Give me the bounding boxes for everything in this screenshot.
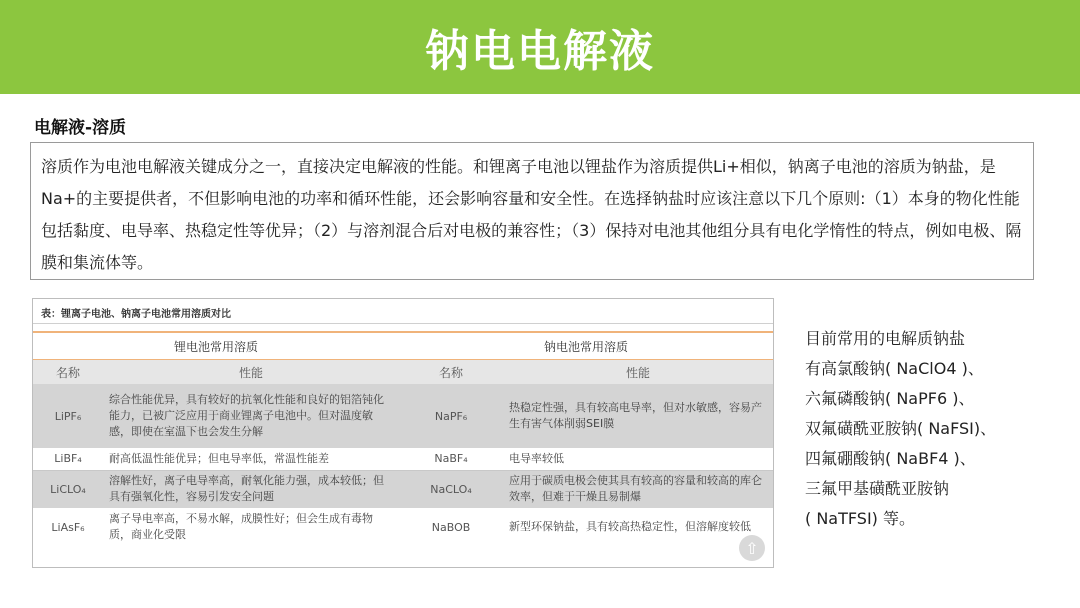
na-salt-name: NaBF₄ bbox=[399, 448, 503, 470]
caption-divider bbox=[33, 323, 773, 324]
col-header-li-prop: 性能 bbox=[103, 360, 399, 385]
col-header-li-name: 名称 bbox=[33, 360, 103, 385]
li-salt-name: LiPF₆ bbox=[33, 384, 103, 448]
na-salt-name: NaBOB bbox=[399, 508, 503, 546]
li-salt-properties: 离子导电率高，不易水解，成膜性好；但会生成有毒物质，商业化受限 bbox=[103, 508, 399, 546]
side-note bbox=[805, 324, 1023, 534]
table-column-header-row bbox=[33, 360, 773, 385]
side-note-line: 目前常用的电解质钠盐 bbox=[805, 329, 966, 348]
table-row bbox=[33, 384, 773, 448]
table-row bbox=[33, 470, 773, 508]
na-salt-properties: 新型环保钠盐，具有较高热稳定性，但溶解度较低 bbox=[503, 508, 773, 546]
comparison-table bbox=[33, 331, 773, 546]
intro-text-box bbox=[30, 142, 1034, 280]
na-salt-properties: 应用于碳质电极会使其具有较高的容量和较高的库仑效率，但难于干燥且易制爆 bbox=[503, 470, 773, 508]
li-salt-properties: 综合性能优异，具有较好的抗氧化性能和良好的铝箔钝化能力，已被广泛应用于商业锂离子电池中。但对温度敏感，即使在室温下也会发生分解 bbox=[103, 384, 399, 448]
table-row bbox=[33, 508, 773, 546]
side-note-line: 三氟甲基磺酰亚胺钠 bbox=[805, 479, 950, 498]
table-caption: 表：锂离子电池、钠离子电池常用溶质对比 bbox=[41, 309, 231, 320]
li-salt-name: LiBF₄ bbox=[33, 448, 103, 470]
group-header-li: 锂电池常用溶质 bbox=[33, 332, 399, 360]
li-salt-properties: 溶解性好，离子电导率高，耐氧化能力强，成本较低；但具有强氧化性，容易引发安全问题 bbox=[103, 470, 399, 508]
section-heading: 电解液-溶质 bbox=[34, 118, 127, 138]
li-salt-name: LiAsF₆ bbox=[33, 508, 103, 546]
na-salt-name: NaCLO₄ bbox=[399, 470, 503, 508]
side-note-line: 四氟硼酸钠( NaBF4 )、 bbox=[805, 449, 976, 468]
group-header-na: 钠电池常用溶质 bbox=[399, 332, 773, 360]
title-banner bbox=[0, 0, 1080, 94]
side-note-line: 有高氯酸钠( NaClO4 )、 bbox=[805, 359, 984, 378]
comparison-table-image bbox=[32, 298, 774, 568]
side-note-line: 双氟磺酰亚胺钠( NaFSI)、 bbox=[805, 419, 997, 438]
side-note-line: 六氟磷酸钠( NaPF6 )、 bbox=[805, 389, 975, 408]
scroll-top-icon[interactable]: ⇧ bbox=[739, 535, 765, 561]
li-salt-name: LiCLO₄ bbox=[33, 470, 103, 508]
na-salt-name: NaPF₆ bbox=[399, 384, 503, 448]
col-header-na-prop: 性能 bbox=[503, 360, 773, 385]
li-salt-properties: 耐高低温性能优异；但电导率低，常温性能差 bbox=[103, 448, 399, 470]
table-group-header-row bbox=[33, 332, 773, 360]
intro-paragraph: 溶质作为电池电解液关键成分之一，直接决定电解液的性能。和锂离子电池以锂盐作为溶质提供Li+相似，钠离子电池的溶质为钠盐，是Na+的主要提供者，不但影响电池的功率和循环性能，还会影响容量和安全性。在选择钠盐时应该注意以下几个原则:（1）本身的物化性能包括黏度、电导率、热稳定性等优异；（2）与溶剂混合后对电极的兼容性；（3）保持对电池其他组分具有电化学惰性的特点，例如电极、隔膜和集流体等。 bbox=[41, 157, 1022, 272]
table-row bbox=[33, 448, 773, 470]
slide-title: 钠电电解液 bbox=[425, 26, 655, 77]
na-salt-properties: 热稳定性强，具有较高电导率，但对水敏感，容易产生有害气体削弱SEI膜 bbox=[503, 384, 773, 448]
col-header-na-name: 名称 bbox=[399, 360, 503, 385]
side-note-line: ( NaTFSI) 等。 bbox=[805, 509, 916, 528]
na-salt-properties: 电导率较低 bbox=[503, 448, 773, 470]
